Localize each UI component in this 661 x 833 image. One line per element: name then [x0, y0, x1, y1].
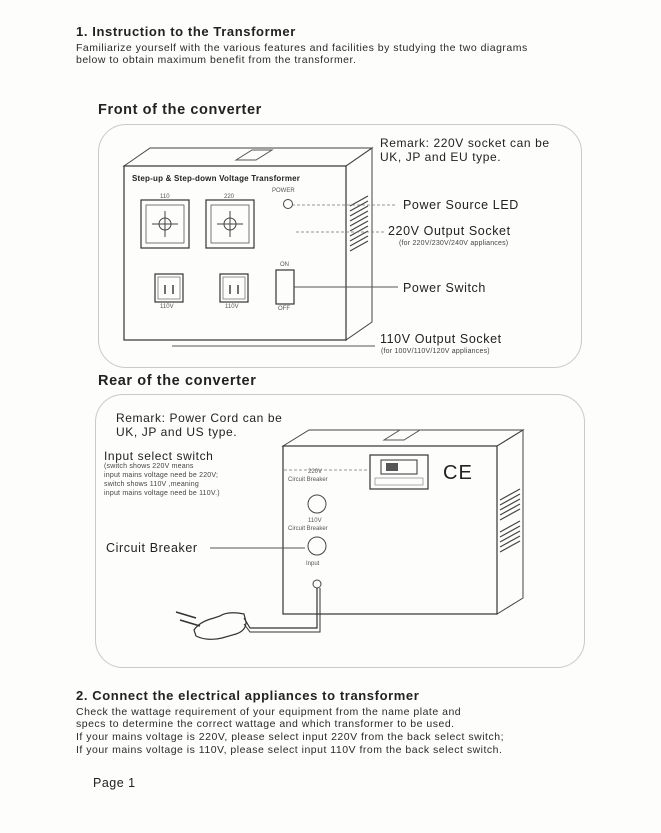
section2-line1: Check the wattage requirement of your equipment from the name plate and	[76, 706, 462, 718]
rear-remark-line1: Remark: Power Cord can be	[116, 411, 283, 425]
breaker-220-line2: Circuit Breaker	[288, 477, 328, 483]
outlet-left-mark: 110V	[160, 304, 174, 310]
rear-heading: Rear of the converter	[98, 373, 257, 389]
section1-intro-line2: below to obtain maximum benefit from the transformer.	[76, 54, 357, 66]
section1-title: 1. Instruction to the Transformer	[76, 24, 296, 39]
breaker-110-line1: 110V	[308, 518, 322, 524]
breaker-110-line2: Circuit Breaker	[288, 526, 328, 532]
front-heading: Front of the converter	[98, 102, 262, 118]
outlet-right-mark: 110V	[225, 304, 239, 310]
output-110v-label: 110V Output Socket	[380, 332, 502, 346]
socket-220-mark: 220	[224, 194, 235, 200]
switch-off-mark: OFF	[278, 306, 290, 312]
front-remark-line2: UK, JP and EU type.	[380, 150, 502, 164]
section2-line4: If your mains voltage is 110V, please select input 110V from the back select switch.	[76, 744, 503, 756]
switch-on-mark: ON	[280, 262, 289, 268]
select-note-line1: (switch shows 220V means	[104, 463, 194, 470]
select-note-line4: input mains voltage need be 110V.)	[104, 490, 220, 497]
ce-mark-icon: CE	[443, 462, 473, 484]
power-source-led-label: Power Source LED	[403, 198, 519, 212]
select-note-line3: switch shows 110V ,meaning	[104, 481, 199, 488]
input-label: Input	[306, 561, 320, 567]
output-110v-sub: (for 100V/110V/120V appliances)	[381, 348, 490, 355]
output-220v-sub: (for 220V/230V/240V appliances)	[399, 240, 509, 247]
power-switch-label: Power Switch	[403, 281, 486, 295]
page-number: Page 1	[93, 776, 136, 790]
socket-110-mark: 110	[160, 194, 170, 200]
input-select-switch-label: Input select switch	[104, 449, 214, 463]
section2-title: 2. Connect the electrical appliances to transformer	[76, 688, 420, 703]
power-led-label: POWER	[272, 188, 295, 194]
output-220v-label: 220V Output Socket	[388, 224, 511, 238]
breaker-220-line1: 220V	[308, 469, 323, 475]
section2-line3: If your mains voltage is 220V, please select input 220V from the back select switch;	[76, 731, 504, 743]
circuit-breaker-label: Circuit Breaker	[106, 541, 198, 555]
front-remark-line1: Remark: 220V socket can be	[380, 136, 550, 150]
select-note-line2: input mains voltage need be 220V;	[104, 472, 219, 479]
section1-intro-line1: Familiarize yourself with the various features and facilities by studying the two diagrams	[76, 42, 528, 54]
device-title: Step-up & Step-down Voltage Transformer	[132, 174, 301, 183]
section2-line2: specs to determine the correct wattage and which transformer to be used.	[76, 718, 455, 730]
rear-remark-line2: UK, JP and US type.	[116, 425, 238, 439]
